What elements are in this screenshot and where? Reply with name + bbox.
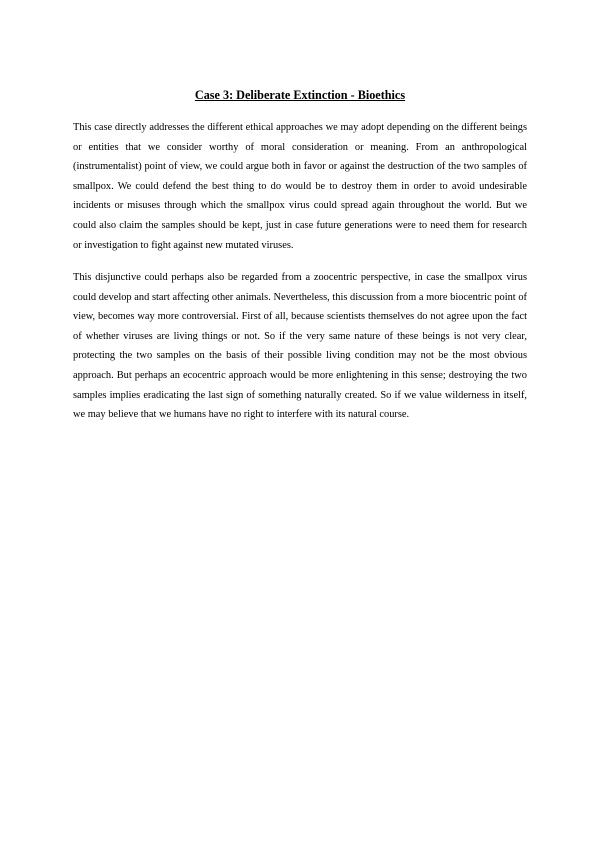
paragraph-anthropological-view: This case directly addresses the different ethical approaches we may adopt depending on the different beings or entities that we consider worthy of moral consideration or meaning. From an anthropological (instrumentalist) point of view, we could argue both in favor or against the destruction of the two samples of smallpox. We could defend the best thing to do would be to destroy them in order to avoid undesirable incidents or misuses through which the smallpox virus could spread again throughout the world. But we could also claim the samples should be kept, just in case future generations were to need them for research or investigation to fight against new mutated viruses. [73, 122, 527, 251]
paragraph-zoocentric-biocentric-view: This disjunctive could perhaps also be regarded from a zoocentric perspective, in case the smallpox virus could develop and start affecting other animals. Nevertheless, this discussion from a more biocentric point of view, becomes way more controversial. First of all, because scientists themselves do not agree upon the fact of whether viruses are living things or not. So if the very same nature of these beings is not very clear, protecting the two samples on the basis of their possible living condition may not be the most obvious approach. But perhaps an ecocentric approach would be more enlightening in this sense; destroying the two samples implies eradicating the last sign of something naturally created. So if we value wilderness in itself, we may believe that we humans have no right to interfere with its natural course. [73, 272, 527, 421]
document-title: Case 3: Deliberate Extinction - Bioethics [194, 88, 406, 102]
